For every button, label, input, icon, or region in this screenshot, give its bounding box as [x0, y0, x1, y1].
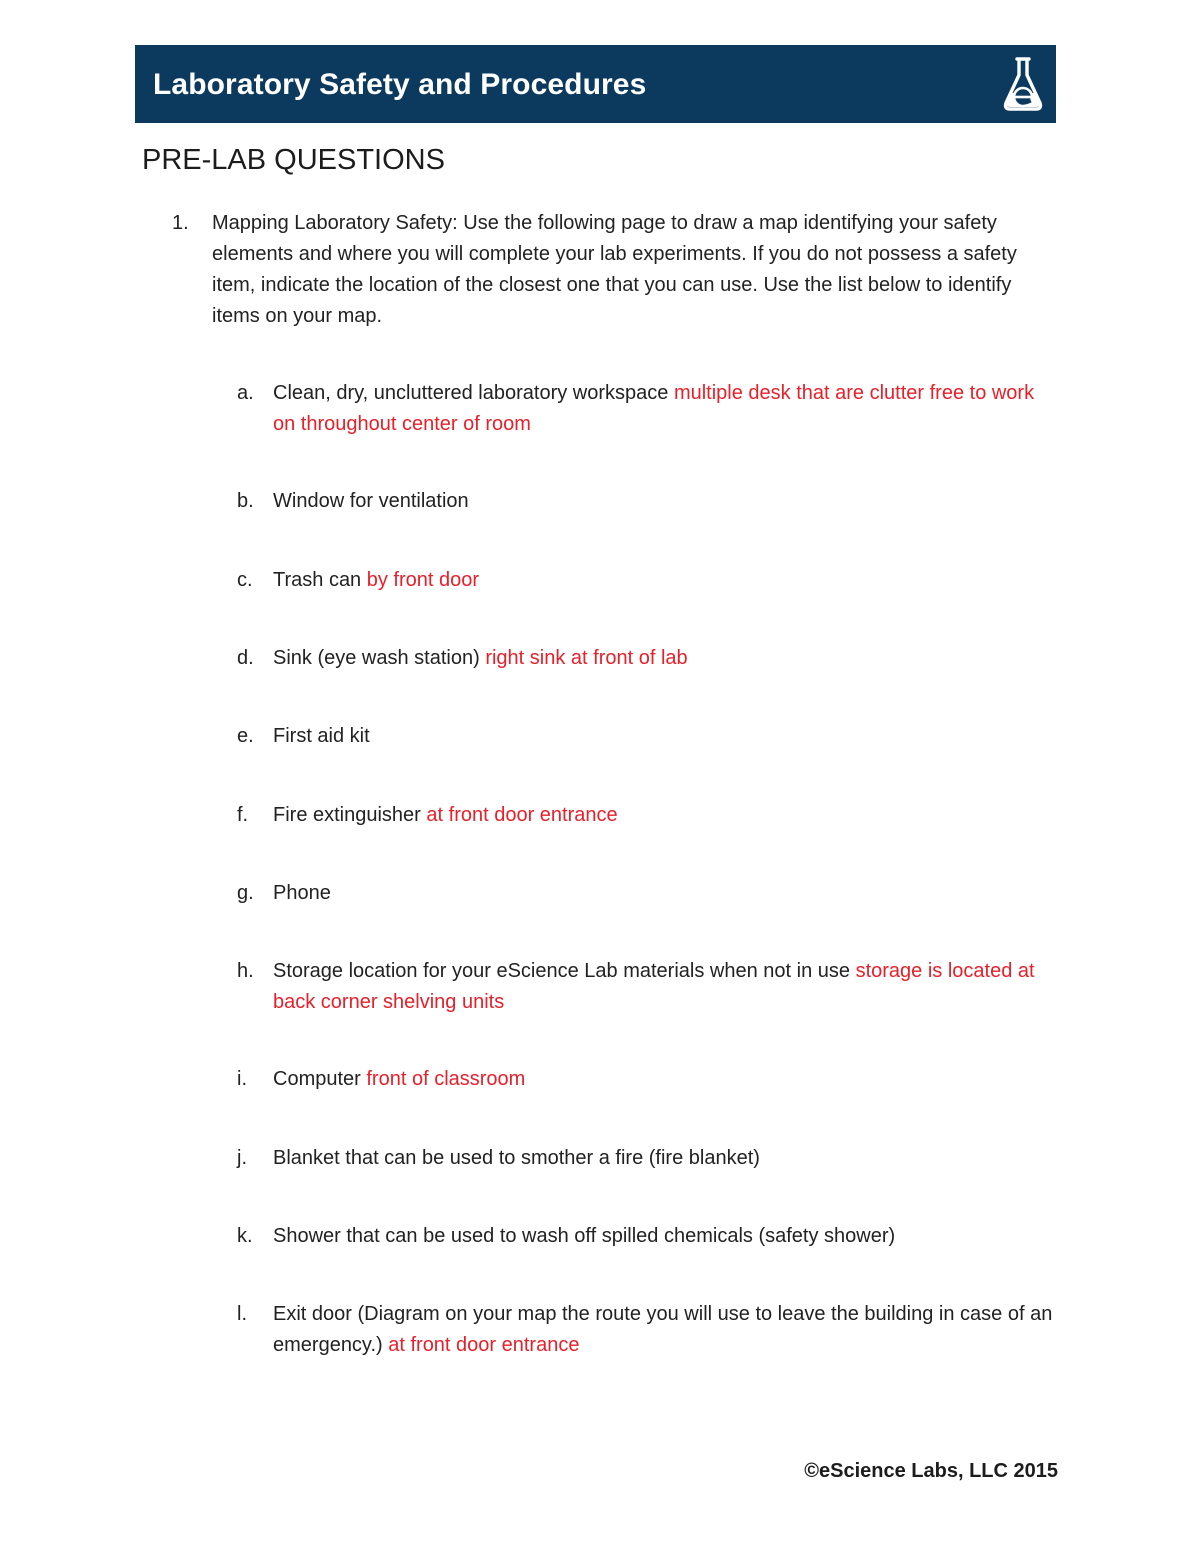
item-answer: multiple desk that are clutter free to work on throughout center of room [273, 382, 1035, 435]
item-answer: at front door entrance [388, 1334, 580, 1356]
item-label: Trash can [273, 569, 367, 591]
item-text [273, 956, 1058, 1018]
item-letter: d. [237, 647, 254, 669]
item-text [273, 1143, 1058, 1174]
item-label: Computer [273, 1068, 367, 1090]
item-letter: l. [237, 1303, 247, 1325]
item-label: Fire extinguisher [273, 804, 427, 826]
copyright-footer: ©eScience Labs, LLC 2015 [804, 1460, 1058, 1482]
item-answer: at front door entrance [426, 804, 618, 826]
item-label: Shower that can be used to wash off spilled chemicals (safety shower) [273, 1225, 896, 1247]
item-letter: j. [237, 1147, 247, 1169]
item-text [273, 1064, 1058, 1095]
item-text [273, 721, 1058, 752]
item-letter: e. [237, 725, 254, 747]
section-heading: PRE-LAB QUESTIONS [142, 144, 445, 176]
item-letter: i. [237, 1068, 247, 1090]
item-text [273, 643, 1058, 674]
item-label: Exit door (Diagram on your map the route you will use to leave the building in case of an emergency.) [273, 1303, 1053, 1356]
item-letter: k. [237, 1225, 253, 1247]
item-label: Sink (eye wash station) [273, 647, 486, 669]
item-letter: f. [237, 804, 249, 826]
item-text [273, 565, 1058, 596]
item-letter: b. [237, 490, 254, 512]
item-answer: front of classroom [366, 1068, 526, 1090]
item-text [273, 1299, 1058, 1361]
item-text [273, 486, 1058, 517]
item-answer: storage is located at back corner shelving units [273, 960, 1035, 1013]
document-title: Laboratory Safety and Procedures [153, 68, 647, 101]
item-text [273, 1221, 1058, 1252]
item-label: First aid kit [273, 725, 370, 747]
item-answer: right sink at front of lab [485, 647, 688, 669]
item-label: Blanket that can be used to smother a fire (fire blanket) [273, 1147, 760, 1169]
item-text [273, 878, 1058, 909]
question-number: 1. [172, 212, 189, 234]
item-label: Phone [273, 882, 331, 904]
item-text [273, 378, 1058, 440]
item-label: Window for ventilation [273, 490, 469, 512]
question-text: Mapping Laboratory Safety: Use the following page to draw a map identifying your safety elements and where you will complete your lab experiments. If you do not possess a safety item, indicate the location of the closest one that you can use. Use the list below to identify items on your map. [212, 212, 1017, 327]
item-label: Clean, dry, uncluttered laboratory workspace [273, 382, 674, 404]
item-letter: a. [237, 382, 254, 404]
item-letter: c. [237, 569, 253, 591]
item-letter: h. [237, 960, 254, 982]
item-text [273, 800, 1058, 831]
item-answer: by front door [366, 569, 480, 591]
item-label: Storage location for your eScience Lab materials when not in use [273, 960, 856, 982]
item-letter: g. [237, 882, 254, 904]
